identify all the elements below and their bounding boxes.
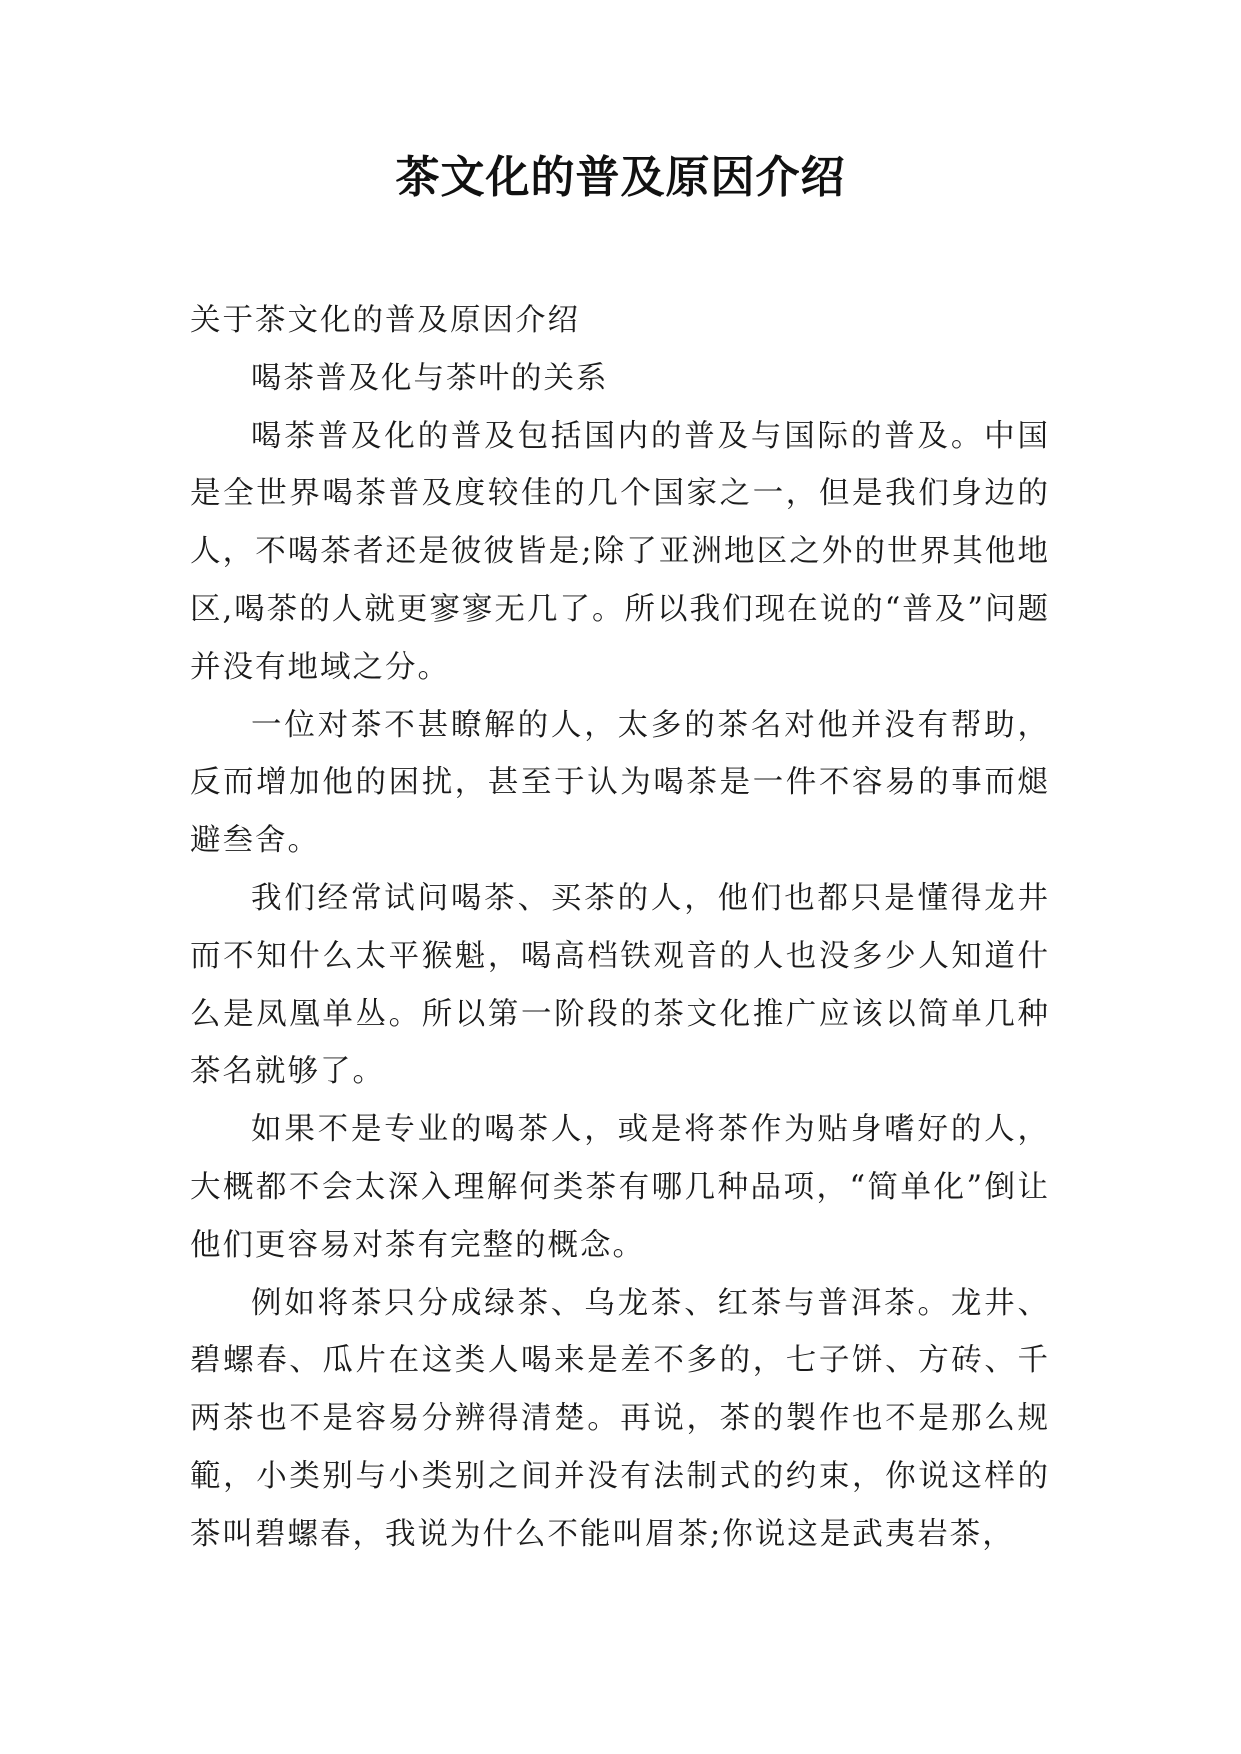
intro-line: 关于茶文化的普及原因介绍 bbox=[190, 303, 580, 338]
paragraph: 一位对茶不甚瞭解的人，太多的茶名对他并没有帮助，反而增加他的困扰，甚至于认为喝茶是一件不容易的事而煺避叁舍。 bbox=[190, 707, 1050, 859]
paragraph: 例如将茶只分成绿茶、乌龙茶、红茶与普洱茶。龙井、碧螺春、瓜片在这类人喝来是差不多的，七子饼、方砖、千两茶也不是容易分辨得清楚。再说，茶的製作也不是那么规範，小类别与小类别之间并没有法制式的约束，你说这样的茶叫碧螺春，我说为什么不能叫眉茶;你说这是武夷岩茶， bbox=[190, 1285, 1050, 1552]
paragraph: 如果不是专业的喝茶人，或是将茶作为贴身嗜好的人，大概都不会太深入理解何类茶有哪几种品项，“简单化”倒让他们更容易对茶有完整的概念。 bbox=[190, 1112, 1050, 1263]
document-body bbox=[190, 292, 1050, 1564]
paragraph: 我们经常试问喝茶、买茶的人，他们也都只是懂得龙井而不知什么太平猴魁，喝高档铁观音的人也没多少人知道什么是凤凰单丛。所以第一阶段的茶文化推广应该以简单几种茶名就够了。 bbox=[190, 880, 1050, 1090]
paragraph: 喝茶普及化的普及包括国内的普及与国际的普及。中国是全世界喝茶普及度较佳的几个国家之一，但是我们身边的人，不喝茶者还是彼彼皆是;除了亚洲地区之外的世界其他地区,喝茶的人就更寥寥无几了。所以我们现在说的“普及”问题并没有地域之分。 bbox=[190, 418, 1050, 685]
document-title: 茶文化的普及原因介绍 bbox=[395, 152, 846, 203]
section-heading: 喝茶普及化与茶叶的关系 bbox=[251, 360, 609, 396]
